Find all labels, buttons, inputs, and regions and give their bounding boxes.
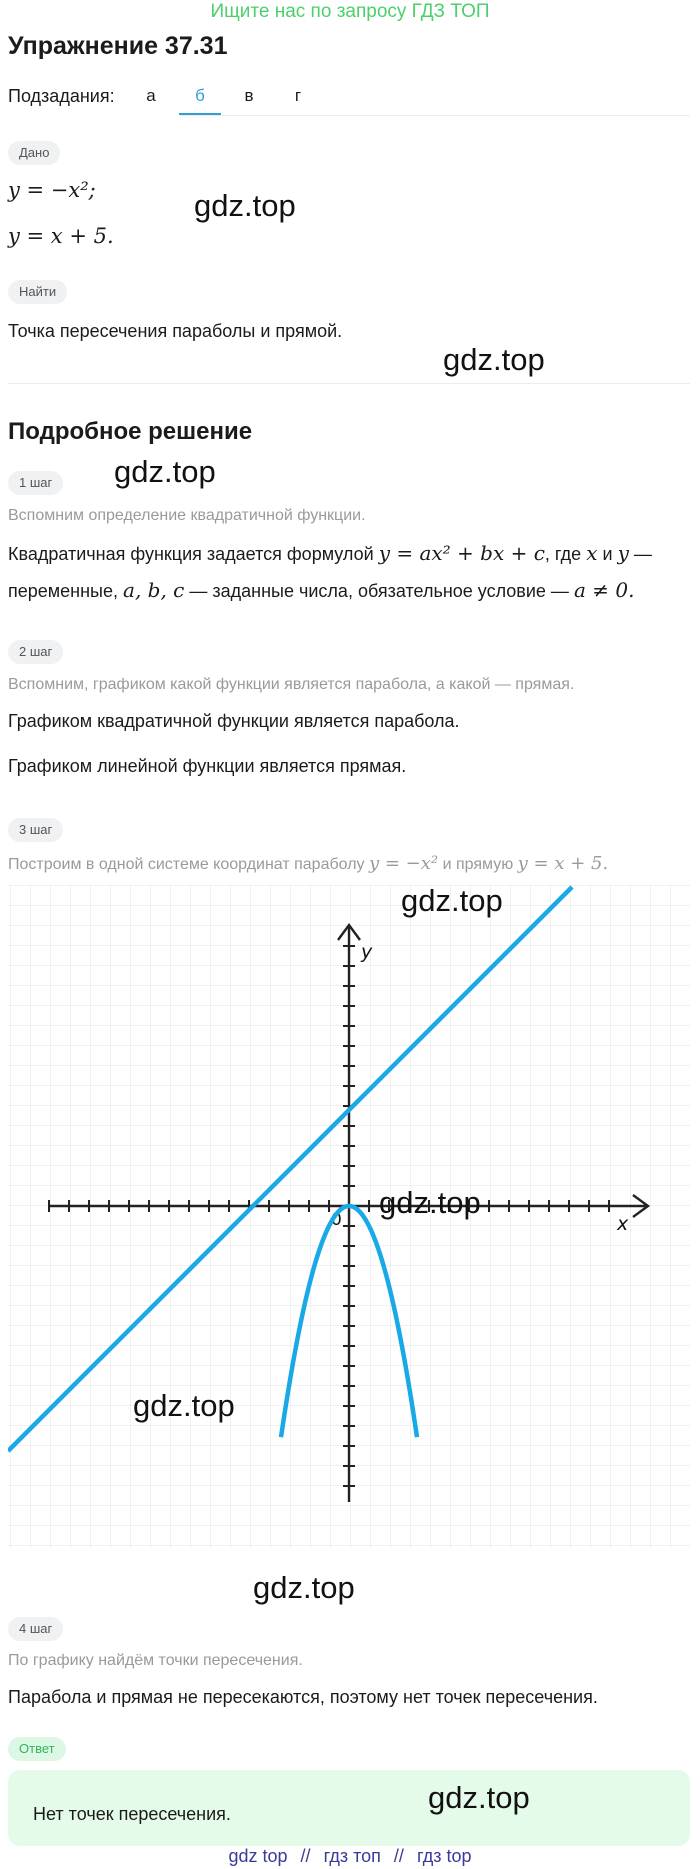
- subtasks-label: Подзадания:: [8, 86, 115, 106]
- step-2-hint: Вспомним, графиком какой функции является парабола, а какой — прямая.: [8, 676, 575, 693]
- active-tab-indicator: [179, 113, 221, 115]
- text: , где: [544, 544, 582, 564]
- formula-var-y: y: [617, 541, 629, 565]
- step-4-hint: По графику найдём точки пересечения.: [8, 1652, 303, 1669]
- text: —: [633, 544, 652, 564]
- formula: a ≠ 0.: [573, 578, 635, 602]
- section-divider: [8, 383, 690, 384]
- footer-separator: //: [393, 1846, 404, 1866]
- step-4-text: Парабола и прямая не пересекаются, поэтому нет точек пересечения.: [8, 1687, 598, 1707]
- page-title: Упражнение 37.31: [8, 32, 228, 60]
- footer-link-gdz-top-ru[interactable]: гдз топ: [323, 1846, 381, 1866]
- text: Построим в одной системе координат параболу: [8, 856, 365, 873]
- watermark: gdz.top: [428, 1780, 530, 1815]
- tab-g[interactable]: г: [294, 86, 302, 105]
- answer-text: Нет точек пересечения.: [33, 1804, 231, 1824]
- given-equation-2: y = x + 5.: [8, 224, 114, 248]
- watermark: gdz.top: [379, 1185, 481, 1220]
- step-4-pill: 4 шаг: [8, 1617, 63, 1641]
- watermark: gdz.top: [194, 188, 296, 223]
- step-2-text-1: Графиком квадратичной функции является парабола.: [8, 711, 460, 731]
- footer-link-gdz-top[interactable]: gdz top: [228, 1846, 288, 1866]
- axis-x-label: x: [617, 1213, 629, 1235]
- step-2-pill: 2 шаг: [8, 640, 63, 664]
- step-1-pill: 1 шаг: [8, 471, 63, 495]
- tab-a[interactable]: а: [146, 86, 156, 105]
- footer-links: [0, 1846, 700, 1867]
- find-pill: Найти: [8, 280, 67, 304]
- formula-var-x: x: [586, 541, 598, 565]
- given-pill: Дано: [8, 141, 60, 165]
- formula: a, b, c: [123, 578, 185, 602]
- text: и прямую: [442, 856, 514, 873]
- text: переменные,: [8, 581, 118, 601]
- tabs-divider: [180, 115, 690, 116]
- step-1-hint: Вспомним определение квадратичной функции.: [8, 507, 366, 524]
- watermark: gdz.top: [443, 342, 545, 377]
- axis-y-label: y: [361, 941, 373, 963]
- answer-pill: Ответ: [8, 1737, 66, 1761]
- watermark: gdz.top: [253, 1570, 355, 1605]
- watermark: gdz.top: [114, 454, 216, 489]
- step-2-text-2: Графиком линейной функции является прямая.: [8, 756, 407, 776]
- solution-heading: Подробное решение: [8, 418, 253, 445]
- watermark: gdz.top: [401, 883, 503, 918]
- promo-banner: Ищите нас по запросу ГДЗ ТОП: [210, 1, 490, 22]
- given-equation-1: y = −x²;: [8, 178, 96, 202]
- tab-b[interactable]: б: [195, 86, 205, 105]
- formula: y = −x²: [368, 853, 439, 874]
- step-1-text-line-2: [8, 578, 634, 602]
- step-3-hint: [8, 853, 608, 874]
- origin-label: 0: [331, 1210, 342, 1230]
- text: — заданные числа, обязательное условие —: [189, 581, 569, 601]
- find-text: Точка пересечения параболы и прямой.: [8, 321, 343, 341]
- formula: y = ax² + bx + c: [378, 541, 545, 565]
- footer-link-gdz-top-mixed[interactable]: гдз top: [416, 1846, 472, 1866]
- step-1-text-line-1: [8, 541, 652, 565]
- watermark: gdz.top: [133, 1388, 235, 1423]
- graph: [8, 885, 690, 1548]
- formula: y = x + 5.: [517, 853, 609, 874]
- footer-separator: //: [300, 1846, 311, 1866]
- tab-v[interactable]: в: [244, 86, 254, 105]
- step-3-pill: 3 шаг: [8, 818, 63, 842]
- text: и: [602, 544, 613, 564]
- text: Квадратичная функция задается формулой: [8, 544, 374, 564]
